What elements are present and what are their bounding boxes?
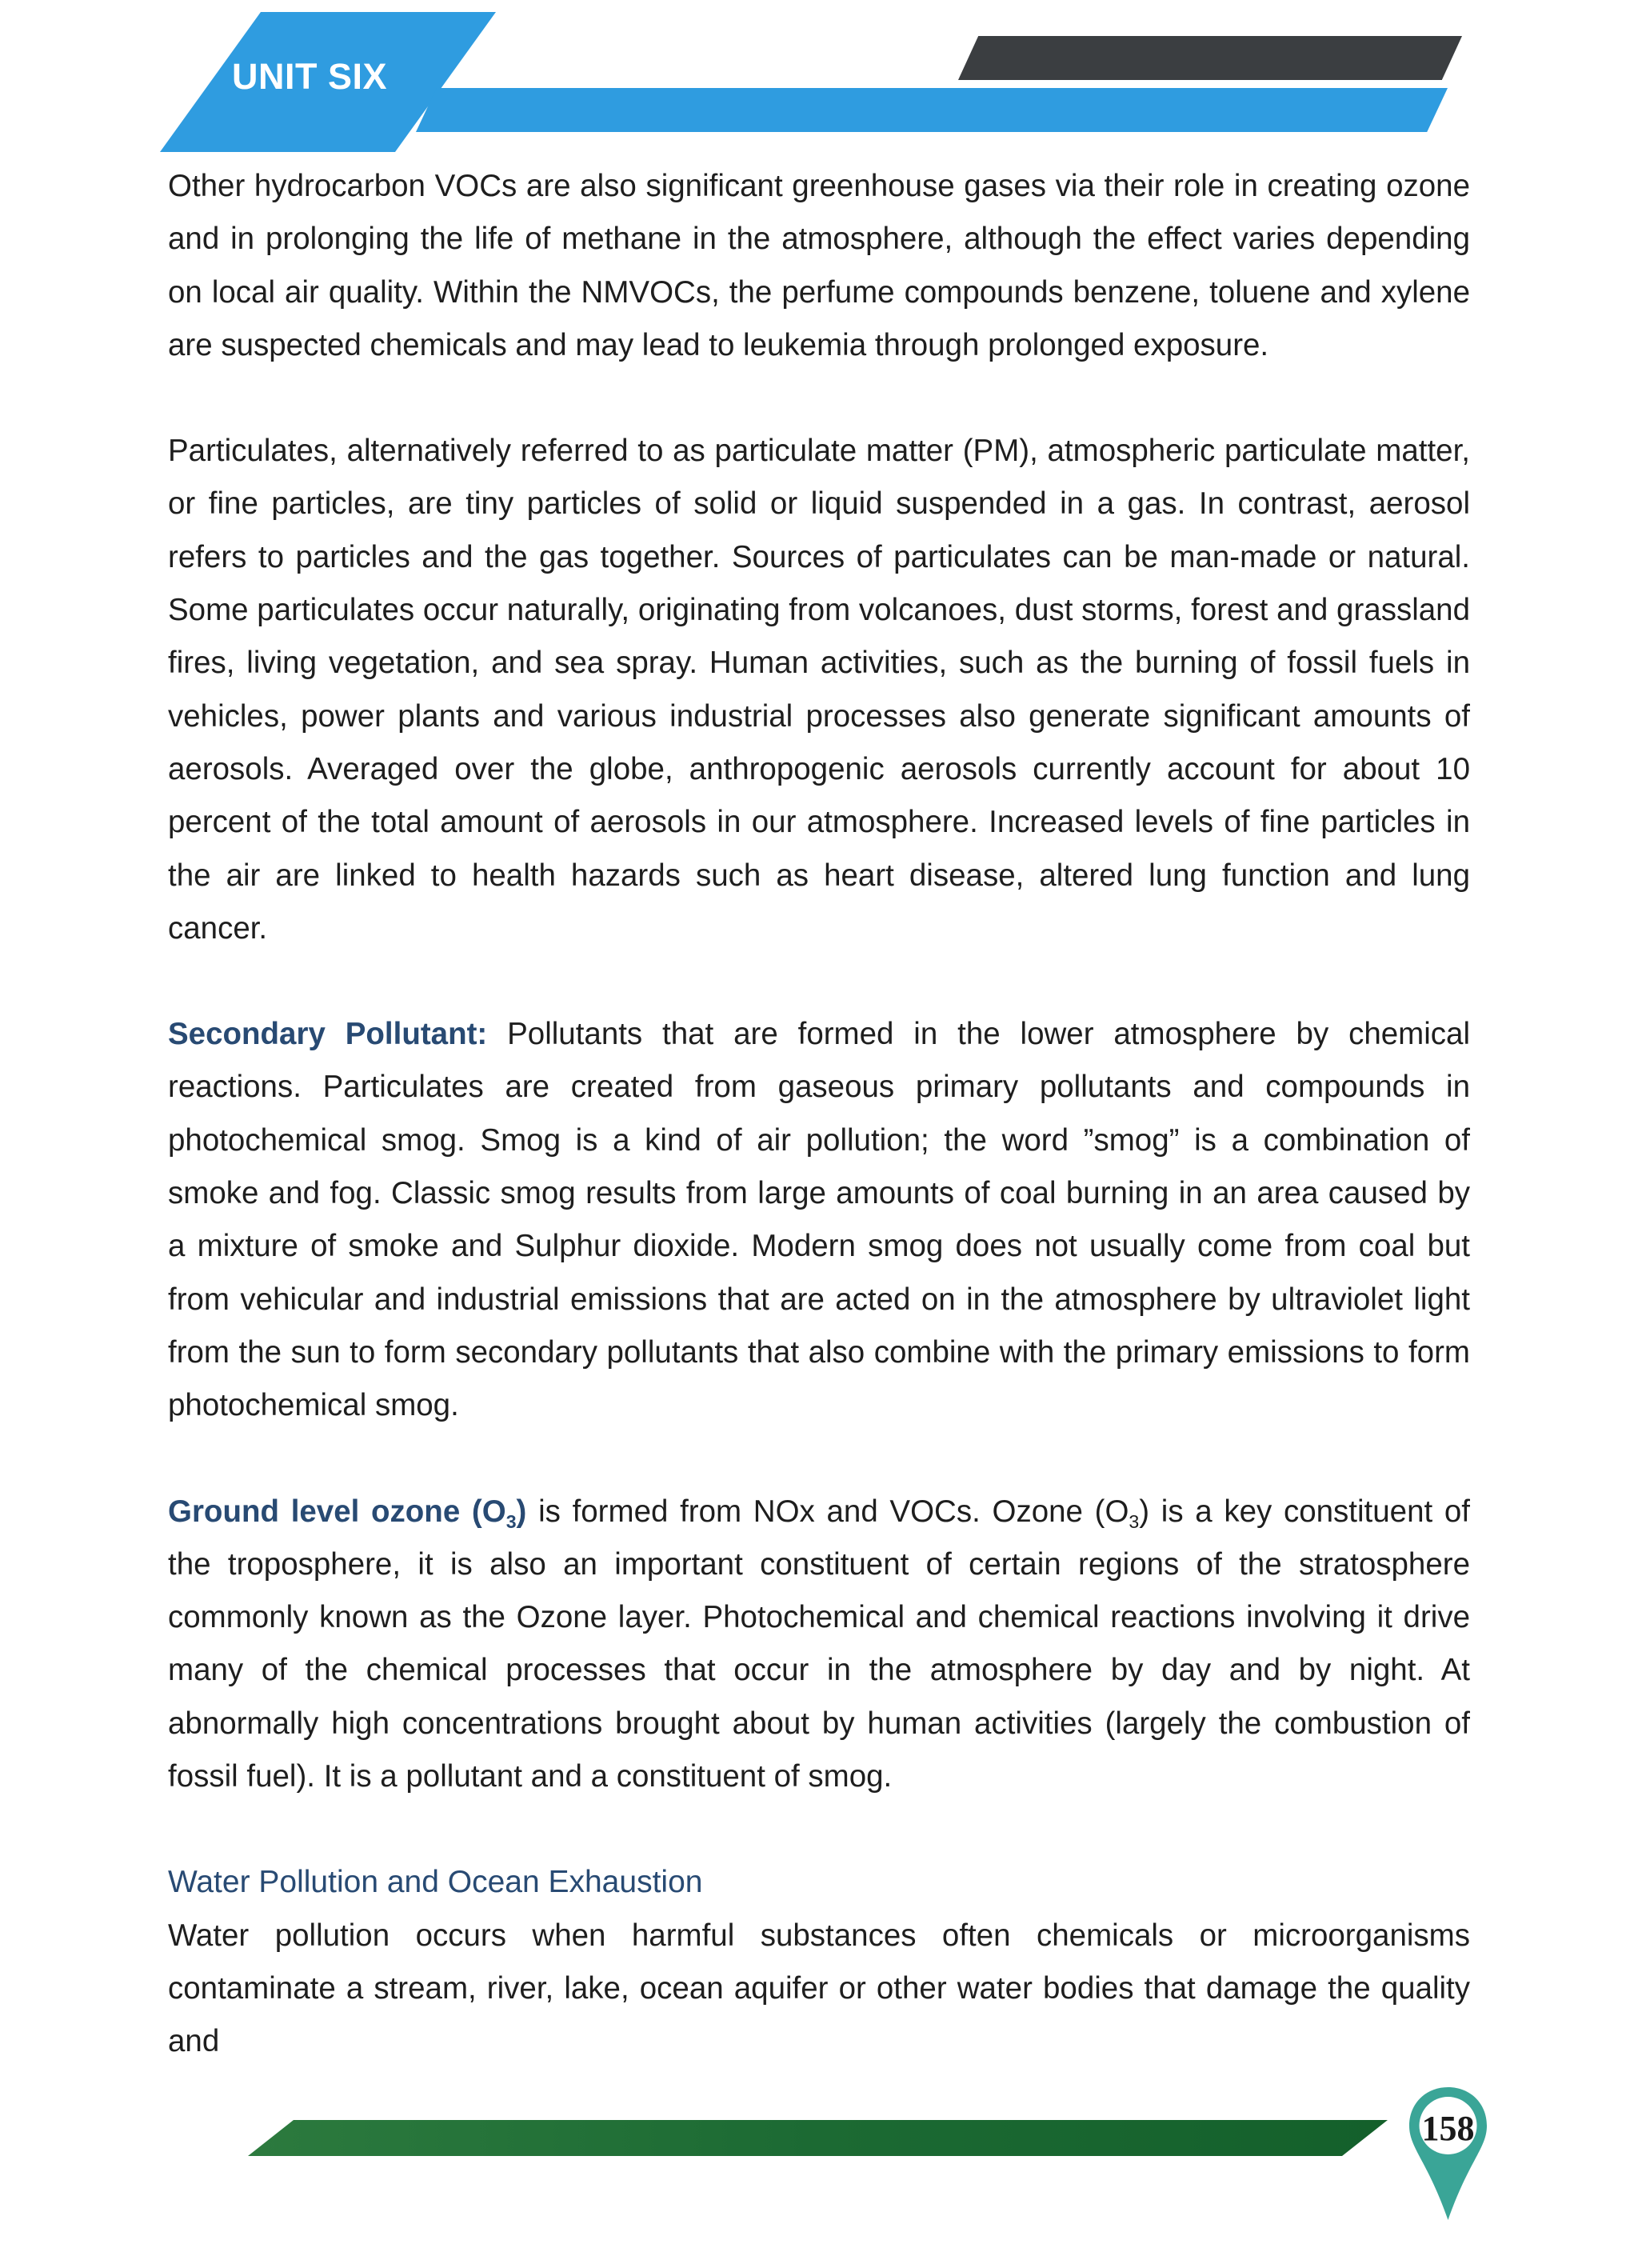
paragraph-particulates: Particulates, alternatively referred to as particulate matter (PM), atmospheric particulate matter, or fine particles, are tiny particles of solid or liquid suspended in a gas. In contrast, aerosol refers to particles and the gas together. Sources of particulates can be man-made or natural. Some particulates occur naturally, originating from volcanoes, dust storms, forest and grassland fires, living vegetation, and sea spray. Human activities, such as the burning of fossil fuels in vehicles, power plants and various industrial processes also generate significant amounts of aerosols. Averaged over the globe, anthropogenic aerosols currently account for about 10 percent of the total amount of aerosols in our atmosphere. Increased levels of fine particles in the air are linked to health hazards such as heart disease, altered lung function and lung cancer. <box>168 434 1470 946</box>
paragraph-secondary-pollutant <box>168 1008 1470 1432</box>
page-number: 158 <box>1421 2109 1475 2148</box>
section-heading-water-pollution: Water Pollution and Ocean Exhaustion <box>168 1865 703 1900</box>
term-secondary-pollutant: Secondary Pollutant: <box>168 1017 488 1052</box>
ozone-text-subscript: 3 <box>1129 1510 1140 1532</box>
paragraph-hydrocarbon-vocs: Other hydrocarbon VOCs are also significant greenhouse gases via their role in creating ozone and in prolonging the life of methane in the atmosphere, although the effect varies depending on local air quality. Within the NMVOCs, the perfume compounds benzene, toluene and xylene are suspected chemicals and may lead to leukemia through prolonged exposure. <box>168 169 1470 362</box>
header-stripe-dark <box>958 36 1462 80</box>
ozone-term-text: Ground level ozone (O <box>168 1494 506 1529</box>
term-ground-level-ozone <box>168 1494 527 1532</box>
ozone-term-subscript: 3 <box>505 1510 517 1532</box>
paragraph-water-pollution: Water pollution occurs when harmful substances often chemicals or microorganisms contaminate a stream, river, lake, ocean aquifer or other water bodies that damage the quality and <box>168 1918 1470 2059</box>
header-stripe-blue <box>416 88 1448 132</box>
ozone-text-part2: ) is a key constituent of the troposphere, it is also an important constituent of certain regions of the stratosphere commonly known as the Ozone layer. Photochemical and chemical reactions involving it drive many of the chemical processes that occur in the atmosphere by day and by night. At abnormally high concentrations brought about by human activities (largely the combustion of fossil fuel). It is a pollutant and a constituent of smog. <box>168 1494 1470 1794</box>
paragraph-ground-level-ozone <box>168 1486 1470 1804</box>
page-content <box>168 160 1470 2122</box>
ozone-term-close: ) <box>516 1494 527 1529</box>
unit-title: UNIT SIX <box>232 56 388 97</box>
footer-bar <box>248 2120 1388 2156</box>
secondary-pollutant-text: Pollutants that are formed in the lower atmosphere by chemical reactions. Particulates are created from gaseous primary pollutants and compounds in photochemical smog. Smog is a kind of air pollution; the word ”smog” is a combination of smoke and fog. Classic smog results from large amounts of coal burning in an area caused by a mixture of smoke and Sulphur dioxide. Modern smog does not usually come from coal but from vehicular and industrial emissions that are acted on in the atmosphere by ultraviolet light from the sun to form secondary pollutants that also combine with the primary emissions to form photochemical smog. <box>168 1017 1470 1423</box>
ozone-text-part1: is formed from NOx and VOCs. Ozone (O <box>526 1494 1129 1529</box>
